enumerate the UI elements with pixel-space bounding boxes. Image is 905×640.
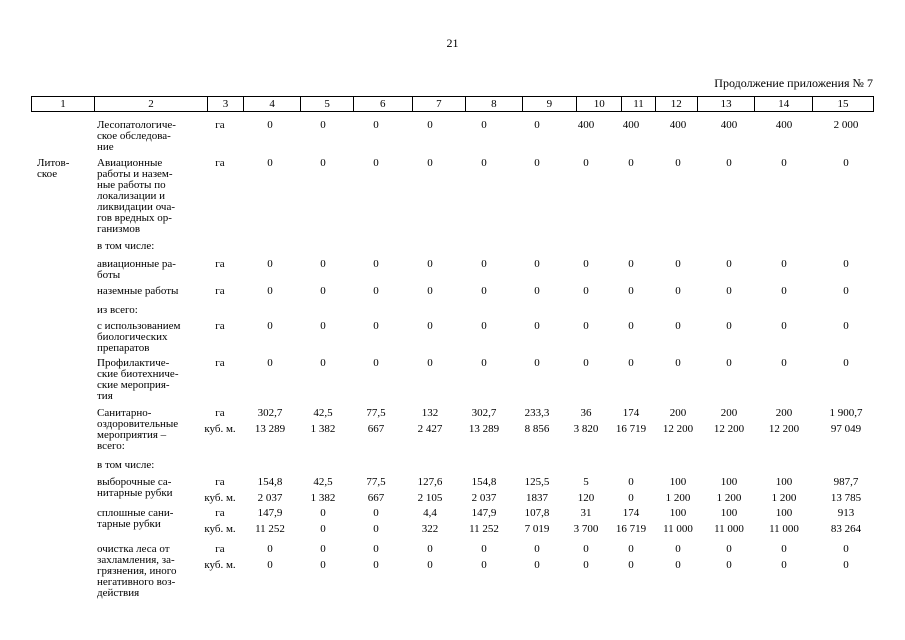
value-cell: 400 [622, 119, 640, 131]
value-cell: 2 000 [833, 119, 859, 131]
column-number: 5 [301, 97, 353, 112]
value-cell: 0 [583, 285, 589, 297]
row-label-line: оздоровительные [97, 418, 179, 430]
value-cell: 2 427 [417, 423, 443, 435]
row-label-line: биологических [97, 331, 168, 343]
value-cell: 0 [583, 320, 589, 332]
value-cell: 3 820 [573, 423, 599, 435]
value-cell: 42,5 [313, 407, 333, 419]
value-cell: 0 [534, 357, 540, 369]
value-cell: 0 [675, 559, 681, 571]
unit-cell: га [215, 258, 225, 270]
row-label-line: ские мероприя- [97, 379, 170, 391]
row-label [97, 305, 198, 316]
value-cell: 400 [775, 119, 793, 131]
row-label-line: ние [97, 141, 114, 153]
value-cell: 0 [481, 285, 487, 297]
column-number: 13 [697, 97, 755, 112]
value-cell: 8 856 [524, 423, 550, 435]
value-cell: 0 [320, 119, 326, 131]
column-number: 9 [522, 97, 577, 112]
value-cell: 302,7 [471, 407, 497, 419]
value-cell: 0 [781, 357, 787, 369]
value-cell: 0 [628, 559, 634, 571]
column-number: 3 [208, 97, 244, 112]
value-cell: 0 [726, 157, 732, 169]
value-cell: 0 [675, 157, 681, 169]
value-cell: 0 [843, 559, 849, 571]
value-cell: 0 [534, 285, 540, 297]
value-cell: 0 [373, 157, 379, 169]
value-cell: 0 [628, 157, 634, 169]
value-cell: 0 [320, 258, 326, 270]
value-cell: 1 200 [665, 492, 691, 504]
row-label-line: всего: [97, 440, 125, 452]
row-label [97, 460, 198, 471]
value-cell: 0 [427, 357, 433, 369]
value-cell: 12 200 [713, 423, 745, 435]
row-label-line: в том числе: [97, 459, 155, 471]
value-cell: 0 [267, 320, 273, 332]
value-cell: 0 [267, 258, 273, 270]
value-cell: 0 [675, 320, 681, 332]
row-label-line: боты [97, 269, 121, 281]
unit-cell: куб. м. [204, 492, 236, 504]
region-label-line: Литов- [37, 157, 70, 169]
row-label-line: тия [97, 390, 113, 402]
row-label-line: ское обследова- [97, 130, 171, 142]
value-cell: 11 000 [769, 523, 799, 535]
value-cell: 0 [843, 357, 849, 369]
value-cell: 0 [534, 157, 540, 169]
value-cell: 16 719 [615, 523, 647, 535]
value-cell: 100 [669, 476, 687, 488]
value-cell: 0 [628, 357, 634, 369]
value-cell: 0 [628, 543, 634, 555]
value-cell: 0 [726, 357, 732, 369]
value-cell: 3 700 [573, 523, 599, 535]
value-cell: 0 [373, 357, 379, 369]
value-cell: 127,6 [417, 476, 443, 488]
value-cell: 31 [580, 507, 592, 519]
unit-cell: га [215, 507, 225, 519]
value-cell: 0 [843, 258, 849, 270]
row-label [97, 358, 198, 402]
value-cell: 0 [481, 543, 487, 555]
unit-cell: га [215, 320, 225, 332]
value-cell: 100 [720, 476, 738, 488]
row-label-line: ные работы по [97, 179, 166, 191]
value-cell: 83 264 [830, 523, 862, 535]
row-label-line: локализации и [97, 190, 166, 202]
column-number: 7 [412, 97, 465, 112]
value-cell: 0 [726, 258, 732, 270]
column-number: 15 [813, 97, 874, 112]
value-cell: 5 [583, 476, 589, 488]
unit-cell: га [215, 476, 225, 488]
value-cell: 322 [421, 523, 439, 535]
value-cell: 125,5 [524, 476, 550, 488]
value-cell: 0 [267, 543, 273, 555]
row-label-line: Лесопатологиче- [97, 119, 176, 131]
value-cell: 0 [726, 543, 732, 555]
value-cell: 987,7 [833, 476, 859, 488]
value-cell: 77,5 [366, 407, 386, 419]
value-cell: 7 019 [524, 523, 550, 535]
value-cell: 2 105 [417, 492, 443, 504]
row-label-line: из всего: [97, 304, 138, 316]
value-cell: 97 049 [830, 423, 862, 435]
row-label [97, 408, 198, 452]
value-cell: 0 [781, 543, 787, 555]
value-cell: 100 [775, 476, 793, 488]
value-cell: 0 [843, 157, 849, 169]
row-label-line: действия [97, 587, 140, 599]
unit-cell: га [215, 157, 225, 169]
value-cell: 0 [267, 357, 273, 369]
row-label [97, 321, 198, 354]
value-cell: 0 [267, 559, 273, 571]
row-label [97, 286, 198, 297]
value-cell: 0 [628, 476, 634, 488]
value-cell: 0 [781, 258, 787, 270]
value-cell: 0 [628, 320, 634, 332]
value-cell: 100 [720, 507, 738, 519]
region-label [37, 158, 87, 180]
column-number: 12 [655, 97, 697, 112]
row-label [97, 241, 198, 252]
row-label-line: захламления, за- [97, 554, 175, 566]
row-label-line: ликвидации оча- [97, 201, 175, 213]
value-cell: 11 000 [663, 523, 693, 535]
value-cell: 0 [320, 285, 326, 297]
value-cell: 0 [373, 119, 379, 131]
row-label-line: препаратов [97, 342, 150, 354]
value-cell: 0 [427, 559, 433, 571]
value-cell: 1 382 [310, 492, 336, 504]
row-label [97, 259, 198, 281]
value-cell: 0 [534, 258, 540, 270]
value-cell: 0 [267, 285, 273, 297]
value-cell: 302,7 [257, 407, 283, 419]
value-cell: 0 [781, 285, 787, 297]
value-cell: 12 200 [768, 423, 800, 435]
value-cell: 0 [583, 258, 589, 270]
value-cell: 0 [320, 523, 326, 535]
value-cell: 36 [580, 407, 592, 419]
value-cell: 154,8 [257, 476, 283, 488]
value-cell: 0 [675, 285, 681, 297]
value-cell: 0 [427, 285, 433, 297]
value-cell: 0 [481, 320, 487, 332]
unit-cell: га [215, 119, 225, 131]
value-cell: 0 [675, 357, 681, 369]
value-cell: 400 [720, 119, 738, 131]
appendix-continuation-note: Продолжение приложения № 7 [714, 76, 873, 90]
value-cell: 0 [481, 258, 487, 270]
value-cell: 0 [675, 543, 681, 555]
value-cell: 0 [481, 119, 487, 131]
value-cell: 0 [781, 157, 787, 169]
unit-cell: куб. м. [204, 423, 236, 435]
column-number: 6 [353, 97, 412, 112]
value-cell: 77,5 [366, 476, 386, 488]
value-cell: 0 [373, 559, 379, 571]
value-cell: 0 [628, 258, 634, 270]
value-cell: 4,4 [423, 507, 437, 519]
unit-cell: га [215, 543, 225, 555]
value-cell: 0 [726, 285, 732, 297]
value-cell: 12 200 [662, 423, 694, 435]
unit-cell: га [215, 357, 225, 369]
value-cell: 200 [669, 407, 687, 419]
row-label-line: очистка леса от [97, 543, 170, 555]
value-cell: 0 [320, 543, 326, 555]
value-cell: 120 [577, 492, 595, 504]
value-cell: 11 252 [255, 523, 285, 535]
value-cell: 0 [267, 157, 273, 169]
value-cell: 667 [367, 423, 385, 435]
column-number: 4 [243, 97, 301, 112]
row-label-line: работы и назем- [97, 168, 173, 180]
value-cell: 13 785 [830, 492, 862, 504]
row-label-line: выборочные са- [97, 476, 172, 488]
value-cell: 913 [837, 507, 855, 519]
value-cell: 0 [427, 543, 433, 555]
value-cell: 0 [320, 559, 326, 571]
value-cell: 174 [622, 507, 640, 519]
column-number: 14 [755, 97, 813, 112]
value-cell: 0 [267, 119, 273, 131]
value-cell: 0 [481, 559, 487, 571]
unit-cell: куб. м. [204, 523, 236, 535]
row-label-line: Санитарно- [97, 407, 152, 419]
column-number: 2 [94, 97, 207, 112]
value-cell: 0 [583, 157, 589, 169]
row-label-line: ские биотехниче- [97, 368, 179, 380]
value-cell: 0 [843, 285, 849, 297]
value-cell: 0 [320, 320, 326, 332]
value-cell: 0 [534, 320, 540, 332]
value-cell: 13 289 [254, 423, 286, 435]
row-label [97, 544, 198, 599]
column-number: 1 [32, 97, 95, 112]
value-cell: 100 [775, 507, 793, 519]
unit-cell: га [215, 285, 225, 297]
value-cell: 667 [367, 492, 385, 504]
unit-cell: куб. м. [204, 559, 236, 571]
value-cell: 0 [583, 357, 589, 369]
value-cell: 42,5 [313, 476, 333, 488]
value-cell: 0 [427, 320, 433, 332]
value-cell: 0 [583, 559, 589, 571]
row-label-line: с использованием [97, 320, 181, 332]
column-number: 10 [577, 97, 622, 112]
row-label-line: Авиационные [97, 157, 163, 169]
row-label-line: тарные рубки [97, 518, 161, 530]
value-cell: 132 [421, 407, 439, 419]
value-cell: 0 [843, 543, 849, 555]
value-cell: 16 719 [615, 423, 647, 435]
value-cell: 0 [726, 559, 732, 571]
value-cell: 2 037 [471, 492, 497, 504]
value-cell: 400 [577, 119, 595, 131]
value-cell: 11 000 [714, 523, 744, 535]
page-number: 21 [446, 36, 459, 50]
value-cell: 1 900,7 [829, 407, 863, 419]
column-number: 11 [622, 97, 656, 112]
value-cell: 0 [373, 320, 379, 332]
value-cell: 13 289 [468, 423, 500, 435]
value-cell: 0 [534, 119, 540, 131]
value-cell: 107,8 [524, 507, 550, 519]
value-cell: 0 [373, 523, 379, 535]
value-cell: 0 [781, 559, 787, 571]
value-cell: 0 [534, 559, 540, 571]
row-label [97, 120, 198, 153]
row-label-line: мероприятия – [97, 429, 167, 441]
row-label-line: ганизмов [97, 223, 141, 235]
value-cell: 174 [622, 407, 640, 419]
value-cell: 0 [373, 285, 379, 297]
value-cell: 147,9 [257, 507, 283, 519]
value-cell: 1 200 [771, 492, 797, 504]
row-label [97, 477, 198, 499]
row-label-line: грязнения, иного [97, 565, 177, 577]
value-cell: 0 [481, 157, 487, 169]
value-cell: 11 252 [469, 523, 499, 535]
value-cell: 100 [669, 507, 687, 519]
value-cell: 154,8 [471, 476, 497, 488]
value-cell: 0 [675, 258, 681, 270]
value-cell: 1 200 [716, 492, 742, 504]
row-label-line: наземные работы [97, 285, 179, 297]
value-cell: 0 [373, 258, 379, 270]
unit-cell: га [215, 407, 225, 419]
column-number: 8 [466, 97, 523, 112]
value-cell: 0 [427, 157, 433, 169]
value-cell: 0 [628, 285, 634, 297]
row-label [97, 508, 198, 530]
row-label-line: Профилактиче- [97, 357, 170, 369]
value-cell: 0 [481, 357, 487, 369]
value-cell: 0 [373, 507, 379, 519]
row-label-line: авиационные ра- [97, 258, 176, 270]
value-cell: 0 [320, 357, 326, 369]
value-cell: 0 [781, 320, 787, 332]
value-cell: 0 [583, 543, 589, 555]
region-label-line: ское [37, 168, 58, 180]
value-cell: 0 [320, 507, 326, 519]
value-cell: 200 [720, 407, 738, 419]
row-label [97, 158, 198, 235]
value-cell: 1 382 [310, 423, 336, 435]
value-cell: 1837 [526, 492, 548, 504]
value-cell: 0 [427, 258, 433, 270]
row-label-line: нитарные рубки [97, 487, 173, 499]
row-label-line: в том числе: [97, 240, 155, 252]
value-cell: 0 [726, 320, 732, 332]
value-cell: 233,3 [524, 407, 550, 419]
value-cell: 147,9 [471, 507, 497, 519]
value-cell: 0 [373, 543, 379, 555]
value-cell: 400 [669, 119, 687, 131]
value-cell: 200 [775, 407, 793, 419]
row-label-line: негативного воз- [97, 576, 176, 588]
value-cell: 0 [628, 492, 634, 504]
row-label-line: гов вредных ор- [97, 212, 172, 224]
value-cell: 0 [843, 320, 849, 332]
row-label-line: сплошные сани- [97, 507, 174, 519]
value-cell: 0 [320, 157, 326, 169]
value-cell: 0 [534, 543, 540, 555]
value-cell: 2 037 [257, 492, 283, 504]
value-cell: 0 [427, 119, 433, 131]
